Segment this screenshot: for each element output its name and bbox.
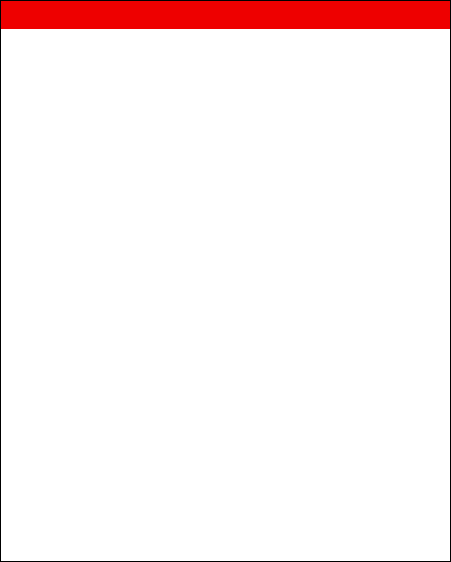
- draw-title: [1, 1, 450, 29]
